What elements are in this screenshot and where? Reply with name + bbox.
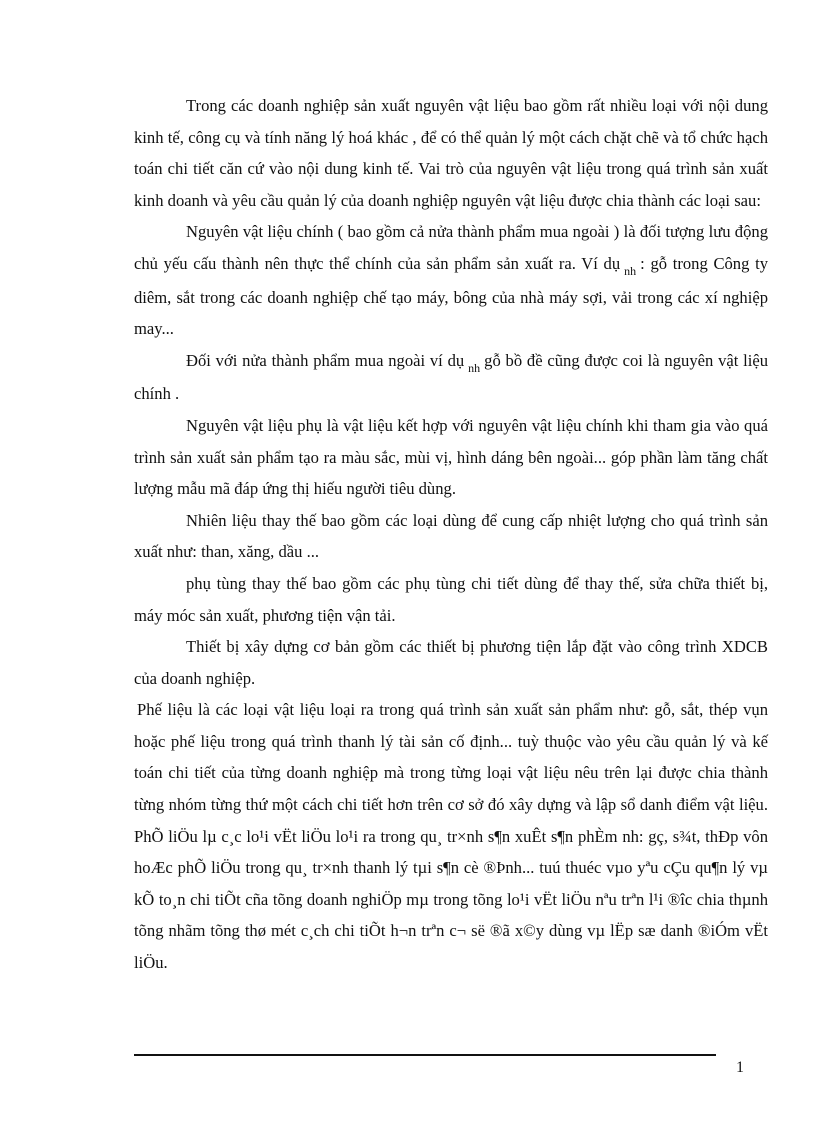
paragraph-main-materials <box>134 216 768 344</box>
paragraph-text: gỗ bồ đề cũng được coi là nguyên vật liệu chính . <box>134 350 769 404</box>
paragraph-intro: Trong các doanh nghiệp sản xuất nguyên vật liệu bao gồm rất nhiều loại với nội dung kinh tế, công cụ và tính năng lý hoá khác , để có thể quản lý một cách chặt chẽ và tổ chức hạch toán chi tiết căn cứ vào nội dung kinh tế. Vai trò của nguyên vật liệu trong quá trình sản xuất kinh doanh và yêu cầu quản lý của doanh nghiệp nguyên vật liệu được chia thành các loại sau: <box>134 96 768 210</box>
paragraph-text: Nguyên vật liệu chính ( bao gồm cả nửa thành phẩm mua ngoài ) là đối tượng lưu động chủ yếu cấu thành nên thực thể chính của sản phẩm sản xuất ra. Ví dụ <box>134 222 768 273</box>
paragraph-text: : gỗ trong Công ty diêm, sắt trong các doanh nghiệp chế tạo máy, bông của nhà máy sợi, vải trong các xí nghiệp may... <box>134 253 768 339</box>
paragraph-auxiliary-materials: Nguyên vật liệu phụ là vật liệu kết hợp với nguyên vật liệu chính khi tham gia vào quá trình sản xuất sản phẩm tạo ra màu sắc, mùi vị, hình dáng bên ngoài... góp phần làm tăng chất lượng mẫu mã đáp ứng thị hiếu người tiêu dùng. <box>134 415 768 499</box>
footer-rule <box>134 1054 716 1056</box>
subscript-note: nh <box>624 263 637 278</box>
paragraph-scrap: Phế liệu là các loại vật liệu loại ra trong quá trình sản xuất sản phẩm như: gỗ, sắt, thép vụn hoặc phế liệu trong quá trình thanh lý tài sản cố định... tuỳ thuộc vào yêu cầu quản lý và kế toán chi tiết của từng doanh nghiệp mà trong từng loại vật liệu nêu trên lại được chia thành từng nhóm từng thứ một cách chi tiết hơn trên cơ sở đó xây dựng và lập sổ danh điểm vật liệu. PhÕ liÖu lµ c¸c lo¹i vËt liÖu lo¹i ra trong qu¸ tr×nh s¶n xuÊt s¶n phÈm nh: gç, s¾t, thÐp vôn hoÆc phÕ liÖu trong qu¸ tr×nh thanh lý tµi s¶n cè ®Þnh... tuú thuéc vµo yªu cÇu qu¶n lý vµ kÕ to¸n chi tiÕt cña tõng doanh nghiÖp mµ trong tõng lo¹i vËt liÖu nªu trªn l¹i ®îc chia thµnh tõng nhãm tõng thø mét c¸ch chi tiÕt h¬n trªn c¬ së ®ã x©y dùng vµ lËp sæ danh ®iÓm vËt liÖu. <box>134 700 768 973</box>
page-number: 1 <box>736 1059 744 1076</box>
paragraph-fuel: Nhiên liệu thay thế bao gồm các loại dùng để cung cấp nhiệt lượng cho quá trình sản xuất như: than, xăng, dầu ... <box>134 510 768 562</box>
paragraph-semi-finished <box>134 345 768 410</box>
paragraph-spare-parts: phụ tùng thay thế bao gồm các phụ tùng chi tiết dùng để thay thế, sửa chữa thiết bị, máy móc sản xuất, phương tiện vận tải. <box>134 573 768 625</box>
paragraph-text: Đối với nửa thành phẩm mua ngoài ví dụ <box>186 350 465 370</box>
subscript-note: nh <box>468 360 481 375</box>
paragraph-construction-equipment: Thiết bị xây dựng cơ bản gồm các thiết bị phương tiện lắp đặt vào công trình XDCB của doanh nghiệp. <box>134 637 768 688</box>
document-body <box>134 90 768 979</box>
